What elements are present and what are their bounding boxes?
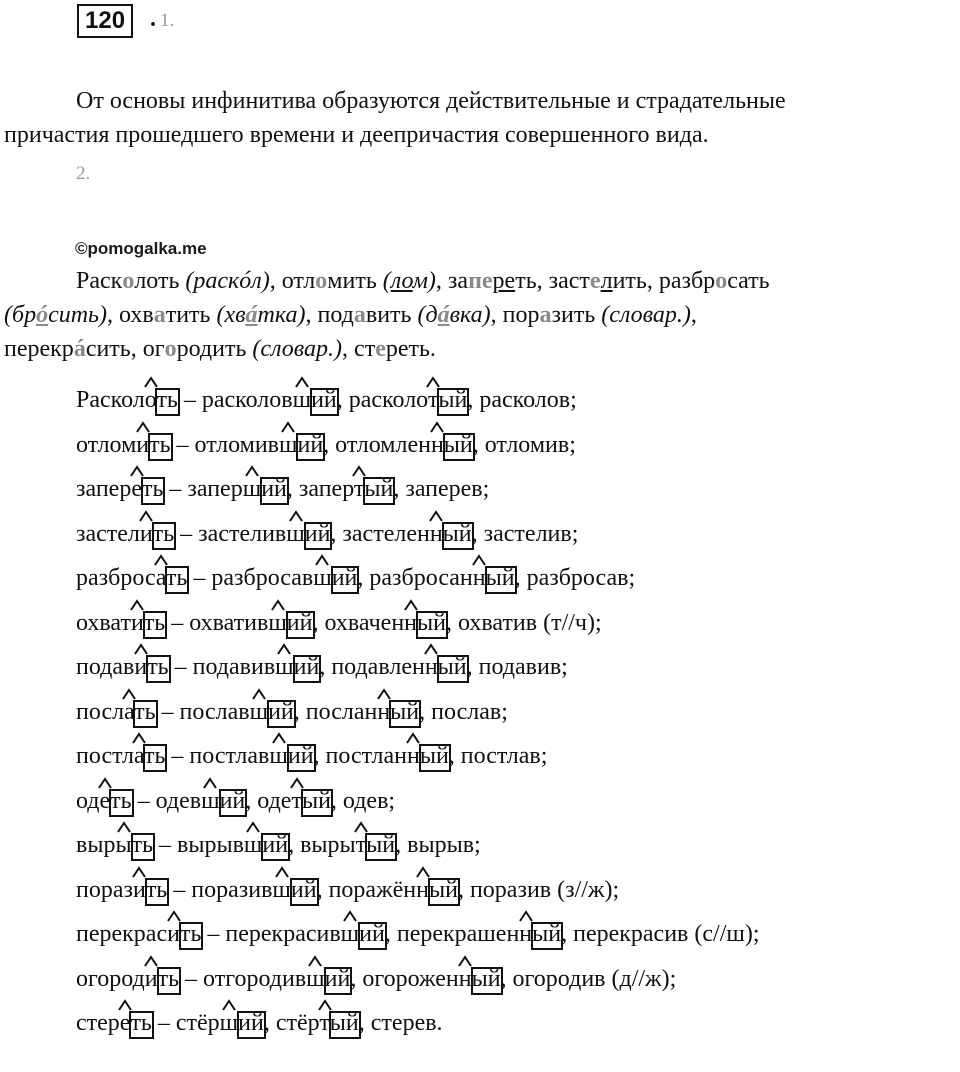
word-row-text: постлать – постлавший, постланный, постлав; (76, 743, 548, 769)
word-row (76, 779, 760, 824)
watermark: ©pomogalka.me (75, 239, 207, 258)
word-row (76, 601, 760, 646)
word-row (76, 957, 760, 1002)
word-row (76, 645, 760, 690)
word-row-text: послать – пославший, посланный, послав; (76, 698, 508, 725)
word-row (76, 378, 760, 423)
word-row-text: отломить – отломивший, отломленный, отломив; (76, 431, 576, 458)
check-word: (раскóл) (185, 268, 270, 294)
highlight-vowel: пе (468, 268, 493, 294)
highlight-vowel: ó (36, 302, 49, 328)
word-row-text: одеть – одевший, одетый, одев; (76, 787, 396, 814)
word-row-text: вырыть – вырывший, вырытый, вырыв; (76, 832, 481, 858)
highlight-vowel: á (73, 336, 86, 362)
paragraph-line-1: Расколоть (раскóл), отломить (лом), запереть, застелить, разбросать (76, 268, 770, 294)
word-row-text: поразить – поразивший, поражённый, поразив (з//ж); (76, 876, 620, 903)
check-word-root: ло (390, 268, 413, 294)
word-formation-list (76, 378, 760, 1046)
word-row-text: охватить – охвативший, охваченный, охватив (т//ч); (76, 609, 602, 636)
highlight-vowel: о (164, 336, 177, 362)
word-row-text: Расколоть – расколовший, расколотый, расколов; (76, 387, 577, 413)
word-row-text: запереть – заперший, запертый, заперев; (76, 476, 490, 502)
part-2-paragraph (4, 264, 956, 366)
highlight-vowel: о (122, 268, 135, 294)
exercise-number-box (77, 4, 133, 38)
word-row-text: застелить – застеливший, застеленный, застелив; (76, 520, 579, 547)
part-1-label: 1. (160, 10, 175, 31)
word-row-text: разбросать – разбросавший, разбросанный, разбросав; (76, 565, 636, 591)
highlight-vowel: а (153, 302, 166, 328)
part-1-line-1: От основы инфинитива образуются действительные и страдательные (76, 88, 786, 114)
part-1-text (4, 84, 956, 152)
part-2-label: 2. (76, 163, 91, 184)
word-row (76, 556, 760, 601)
word-row-text: перекрасить – перекрасивший, перекрашенный, перекрасив (с//ш); (76, 921, 760, 947)
word-row-text: огородить – отгородивший, огороженный, огородив (д//ж); (76, 965, 677, 992)
word-row (76, 734, 760, 779)
part-1-line-2: причастия прошедшего времени и деепричастия совершенного вида. (4, 122, 709, 148)
word-row (76, 868, 760, 913)
word-row (76, 512, 760, 557)
word-row (76, 912, 760, 957)
exercise-number: 120 (85, 7, 126, 34)
highlight-vowel: á (437, 302, 450, 328)
highlight-vowel: а (353, 302, 366, 328)
highlight-vowel: а (539, 302, 552, 328)
highlight-vowel: о (315, 268, 328, 294)
highlight-vowel: е (589, 268, 601, 294)
word-row (76, 467, 760, 512)
highlight-vowel: о (715, 268, 728, 294)
word-row (76, 423, 760, 468)
highlight-vowel: á (245, 302, 258, 328)
paragraph-line-2: (брóсить), охватить (хвáтка), подавить (дáвка), поразить (словар.), (4, 302, 697, 328)
word-row-text: подавить – подавивший, подавленный, подавив; (76, 654, 568, 680)
exercise-number-dot: . (150, 6, 156, 32)
word-row (76, 1001, 760, 1046)
word-row (76, 690, 760, 735)
paragraph-line-3: перекрáсить, огородить (словар.), стереть. (4, 336, 436, 362)
highlight-vowel: е (375, 336, 386, 362)
word-row (76, 823, 760, 868)
word-row-text: стереть – стёрший, стёртый, стерев. (76, 1010, 443, 1036)
